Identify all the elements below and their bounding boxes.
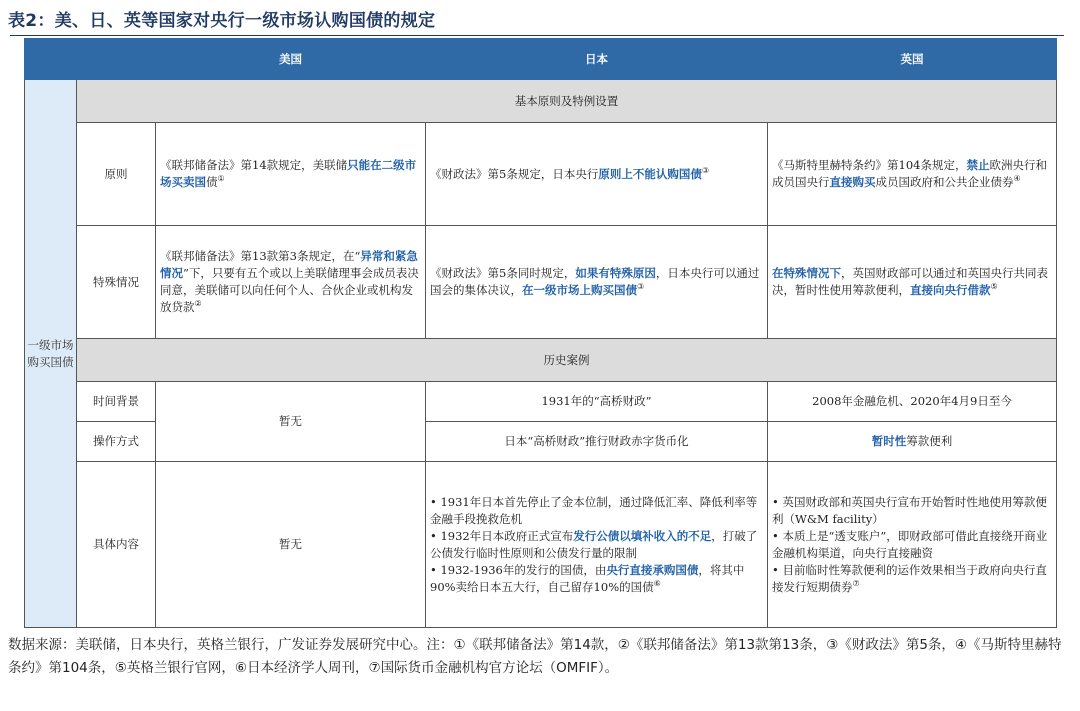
text: ”下，只要有五个或以上美联储理事会成员表决同意，美联储可以向任何个人、合伙企业或机构发放贷款 [160,266,419,314]
cell-background-us: 暂无 [156,382,426,462]
text: 《财政法》第5条规定，日本央行 [430,166,599,181]
cell-principle-uk [768,123,1057,226]
text: 成员国政府和公共企业债券 [875,175,1014,189]
emphasis: 直接购买 [829,175,876,189]
footnote-mark: ③ [637,282,645,292]
side-label: 一级市场购买国债 [25,80,77,628]
text: • 目前临时性筹款便利的运作效果相当于政府向央行直接发行短期债券 [772,562,1047,594]
cell-operation-uk [768,422,1057,462]
title-divider [10,35,1064,36]
header-row [25,39,1057,80]
emphasis: 发行公债以填补收入的不足 [573,528,712,543]
bullet-uk-2: • 本质上是“透支账户”，即财政部可借此直接绕开商业金融机构渠道，向央行直接融资 [772,528,1048,560]
cell-background-uk: 2008年金融危机、2020年4月9日至今 [768,382,1057,422]
section-basic: 基本原则及特例设置 [77,80,1057,123]
row-label-special: 特殊情况 [77,226,156,339]
emphasis: 在一级市场上购买国债 [522,283,637,297]
footnote-mark: ③ [701,165,709,175]
row-details [25,462,1057,628]
header-uk: 英国 [768,39,1057,80]
cell-details-uk [768,462,1057,628]
emphasis: 直接向央行借款 [910,283,991,297]
bullet-jp-2 [430,528,763,562]
emphasis: 在特殊情况下 [772,266,841,280]
footnote-mark: ⑥ [653,578,661,588]
emphasis: 暂时性 [871,434,907,448]
row-label-background: 时间背景 [77,382,156,422]
text: ，打破了公债发行临时性原则和公债发行量的限制 [430,528,758,560]
text: ，日本央行可以通过国会的集体决议， [430,266,760,297]
cell-special-jp [426,226,768,339]
bullet-jp-3 [430,562,763,596]
footnote-mark: ④ [1013,174,1021,184]
row-label-principle: 原则 [77,123,156,226]
text: 债 [206,175,218,189]
text: 《马斯特里赫特条约》第104条规定， [772,158,967,172]
regulation-table [24,38,1057,628]
text: • 1932-1936年的发行的国债，由 [430,562,607,577]
row-principle [25,123,1057,226]
cell-special-uk [768,226,1057,339]
cell-principle-jp [426,123,768,226]
row-label-details: 具体内容 [77,462,156,628]
cell-operation-jp: 日本“高桥财政”推行财政赤字货币化 [426,422,768,462]
emphasis: 原则上不能认购国债 [598,166,702,181]
section-basic-row [25,80,1057,123]
bullet-jp-1: • 1931年日本首先停止了金本位制，通过降低汇率、降低利率等金融手段挽救危机 [430,494,758,526]
text: 《联邦储备法》第13款第3条规定，在“ [160,249,361,263]
table-title: 表2：美、日、英等国家对央行一级市场认购国债的规定 [8,11,436,31]
source-note: 数据来源：美联储，日本央行，英格兰银行，广发证券发展研究中心。注：①《联邦储备法》第14款，②《联邦储备法》第13款第13条，③《财政法》第5条，④《马斯特里赫特条约》第104条，⑤英格兰银行官网，⑥日本经济学人周刊，⑦国际货币金融机构官方论坛（OMFIF）。 [8,637,1062,676]
footnote-mark: ② [194,299,202,309]
cell-details-us: 暂无 [156,462,426,628]
cell-background-jp: 1931年的“高桥财政” [426,382,768,422]
header-jp: 日本 [426,39,768,80]
emphasis: 只能在二级市场买卖国 [160,158,417,189]
emphasis: 如果有特殊原因 [575,266,656,280]
cell-details-jp [426,462,768,628]
section-history: 历史案例 [77,339,1057,382]
row-label-operation: 操作方式 [77,422,156,462]
header-corner [25,39,156,80]
cell-principle-us [156,123,426,226]
text: ，将其中90%卖给日本五大行，自己留存10%的国债 [430,562,745,594]
text: 《联邦储备法》第14款规定，美联储 [160,158,348,172]
row-background [25,382,1057,422]
cell-special-us [156,226,426,339]
footnote-mark: ⑤ [990,282,998,292]
text: 欧洲央行和成员国央行 [772,158,1047,189]
text: ，英国财政部可以通过和英国央行共同表决，暂时性使用筹款便利， [772,266,1048,297]
header-us: 美国 [156,39,426,80]
bullet-uk-3 [772,562,1052,596]
emphasis: 异常和紧急情况 [160,249,418,280]
text: 《财政法》第5条同时规定， [430,266,576,280]
emphasis: 央行直接承购国债 [606,562,699,577]
emphasis: 禁止 [966,158,990,172]
row-special [25,226,1057,339]
text: 筹款便利 [906,434,953,448]
text: • 1932年日本政府正式宣布 [430,528,574,543]
footnote-mark: ⑦ [852,578,860,588]
bullet-uk-1: • 英国财政部和英国央行宣布开始暂时性地使用筹款便利（W&M facility） [772,494,1047,526]
footnote-mark: ① [217,174,225,184]
section-history-row [25,339,1057,382]
